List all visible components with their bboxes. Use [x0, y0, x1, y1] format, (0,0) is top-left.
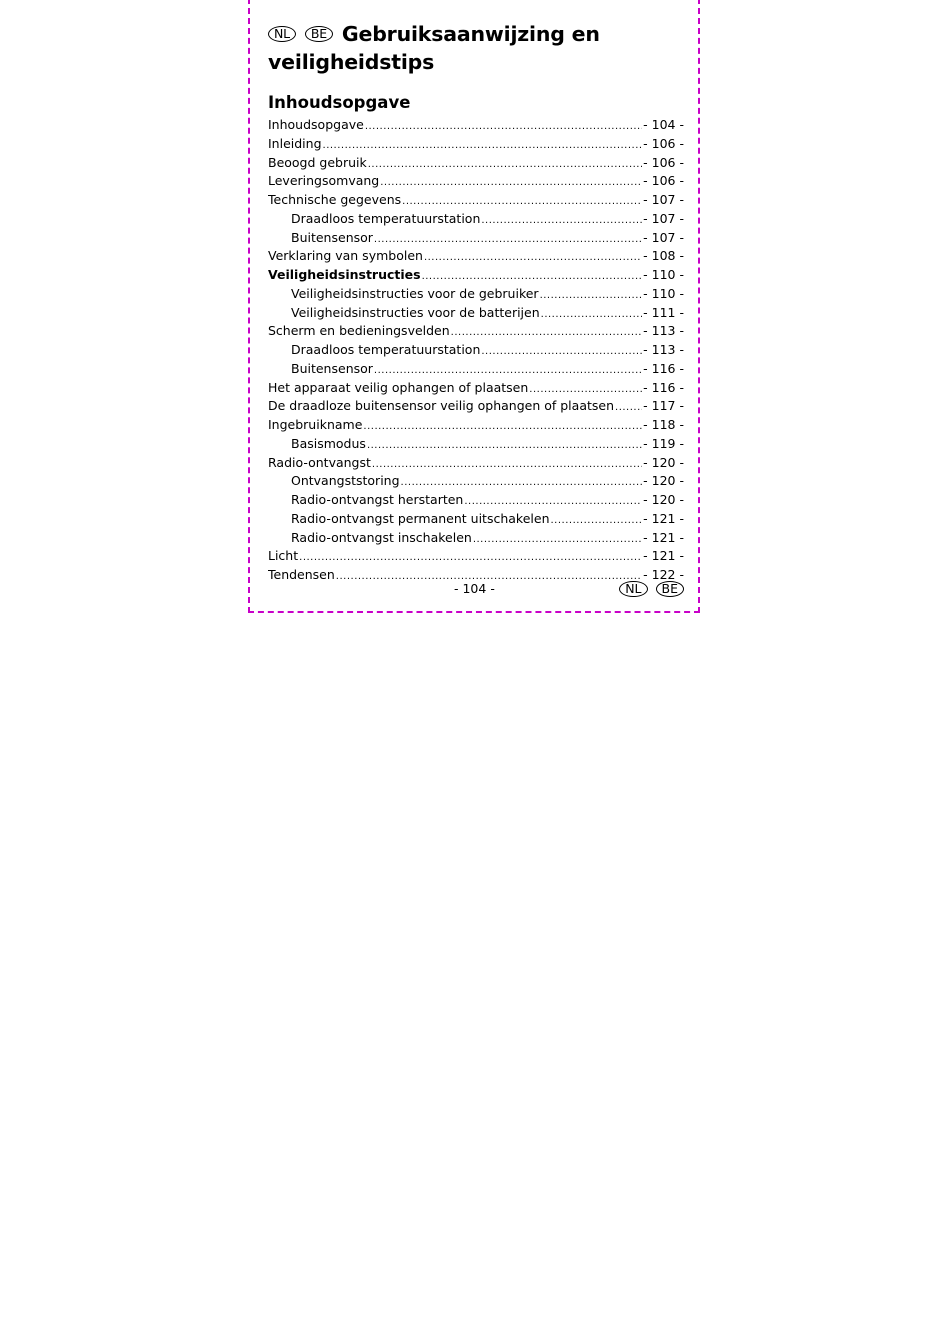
toc-dot-leader — [365, 118, 642, 135]
toc-entry[interactable] — [268, 304, 684, 323]
toc-dot-leader — [551, 512, 643, 529]
toc-entry[interactable] — [268, 529, 684, 548]
toc-dot-leader — [363, 418, 642, 435]
footer-badges — [615, 581, 684, 597]
toc-entry-title: Buitensensor — [291, 229, 373, 245]
toc-entry-page: - 118 - — [643, 417, 684, 432]
toc-dot-leader — [529, 381, 642, 398]
toc-entry-title: De draadloze buitensensor veilig ophangen of plaatsen — [268, 398, 615, 414]
toc-dot-leader — [422, 268, 643, 285]
toc-entry[interactable] — [268, 510, 684, 529]
toc-entry-page: - 107 - — [643, 210, 684, 226]
toc-dot-leader — [540, 287, 643, 304]
toc-entry[interactable] — [268, 435, 684, 454]
document-title — [268, 20, 684, 76]
toc-dot-leader — [401, 474, 643, 491]
toc-entry-title: Radio-ontvangst inschakelen — [291, 529, 472, 545]
toc-entry-title: Veiligheidsinstructies voor de batterijen — [291, 304, 540, 320]
toc-entry-page: - 113 - — [643, 342, 684, 357]
toc-entry-title: Licht — [268, 548, 299, 564]
toc-entry-page: - 110 - — [643, 285, 684, 301]
toc-entry-title: Ontvangststoring — [291, 473, 400, 489]
toc-entry[interactable] — [268, 266, 684, 285]
toc-dot-leader — [481, 212, 642, 229]
toc-entry[interactable] — [268, 247, 684, 266]
toc-dot-leader — [380, 174, 642, 191]
toc-entry-title: Technische gegevens — [268, 192, 402, 207]
toc-entry-page: - 113 - — [643, 323, 684, 339]
footer-badge-be: BE — [656, 581, 684, 597]
page-number: - 104 - — [454, 581, 495, 596]
toc-entry-page: - 121 - — [643, 548, 684, 564]
toc-entry-page: - 116 - — [643, 360, 684, 376]
toc-dot-leader — [615, 399, 642, 416]
toc-entry[interactable] — [268, 229, 684, 248]
toc-entry-title: Basismodus — [291, 435, 366, 451]
toc-entry[interactable] — [268, 360, 684, 379]
toc-entry-page: - 117 - — [643, 398, 684, 414]
toc-entry[interactable] — [268, 172, 684, 191]
toc-entry-title: Radio-ontvangst permanent uitschakelen — [291, 510, 550, 526]
title-text: Gebruiksaanwijzing en veiligheidstips — [268, 22, 600, 74]
toc-dot-leader — [367, 437, 642, 454]
toc-entry-page: - 120 - — [643, 492, 684, 507]
toc-entry-page: - 111 - — [643, 304, 684, 320]
toc-entry-title: Ingebruikname — [268, 417, 363, 432]
language-badge-be: BE — [305, 26, 333, 42]
toc-entry-title: Scherm en bedieningsvelden — [268, 323, 450, 339]
page-footer — [268, 581, 684, 601]
table-of-contents — [268, 116, 684, 585]
toc-dot-leader — [368, 156, 642, 173]
toc-entry-title: Inleiding — [268, 135, 322, 151]
footer-badge-nl: NL — [619, 581, 647, 597]
toc-entry[interactable] — [268, 322, 684, 341]
toc-entry[interactable] — [268, 397, 684, 416]
toc-dot-leader — [424, 249, 642, 266]
toc-entry-page: - 106 - — [643, 154, 684, 170]
toc-dot-leader — [451, 324, 643, 341]
toc-entry-page: - 110 - — [643, 267, 684, 282]
toc-entry[interactable] — [268, 472, 684, 491]
toc-entry-page: - 122 - — [643, 567, 684, 582]
toc-entry-page: - 104 - — [643, 117, 684, 132]
toc-dot-leader — [374, 362, 642, 379]
toc-entry-title: Verklaring van symbolen — [268, 248, 423, 264]
toc-entry-title: Draadloos temperatuurstation — [291, 342, 481, 357]
toc-entry-title: Buitensensor — [291, 360, 373, 376]
toc-entry-title: Inhoudsopgave — [268, 117, 364, 132]
language-badge-nl: NL — [268, 26, 296, 42]
toc-dot-leader — [374, 231, 642, 248]
toc-entry-page: - 107 - — [643, 229, 684, 245]
toc-entry[interactable] — [268, 379, 684, 398]
toc-dot-leader — [402, 193, 642, 210]
toc-entry-page: - 119 - — [643, 435, 684, 451]
toc-entry[interactable] — [268, 210, 684, 229]
page-content — [268, 20, 684, 585]
section-heading: Inhoudsopgave — [268, 93, 411, 112]
page-frame — [248, 0, 700, 613]
toc-dot-leader — [473, 531, 642, 548]
toc-entry-title: Veiligheidsinstructies voor de gebruiker — [291, 285, 539, 301]
toc-entry-page: - 121 - — [643, 529, 684, 545]
toc-entry[interactable] — [268, 341, 684, 360]
toc-entry-page: - 116 - — [643, 379, 684, 395]
toc-entry-title: Draadloos temperatuurstation — [291, 210, 481, 226]
toc-entry[interactable] — [268, 191, 684, 210]
toc-dot-leader — [372, 456, 642, 473]
toc-entry-page: - 120 - — [643, 473, 684, 489]
toc-entry-title: Radio-ontvangst herstarten — [291, 492, 464, 507]
toc-entry-title: Tendensen — [268, 567, 335, 582]
toc-dot-leader — [464, 493, 642, 510]
toc-entry-page: - 107 - — [643, 192, 684, 207]
toc-entry[interactable] — [268, 154, 684, 173]
toc-entry[interactable] — [268, 116, 684, 135]
toc-entry-page: - 108 - — [643, 248, 684, 264]
toc-dot-leader — [299, 549, 642, 566]
toc-entry[interactable] — [268, 547, 684, 566]
toc-dot-leader — [323, 137, 643, 154]
toc-entry-title: Beoogd gebruik — [268, 154, 367, 170]
toc-entry-title: Het apparaat veilig ophangen of plaatsen — [268, 379, 529, 395]
toc-entry-title: Radio-ontvangst — [268, 454, 371, 470]
toc-entry[interactable] — [268, 285, 684, 304]
toc-dot-leader — [481, 343, 642, 360]
toc-entry-page: - 106 - — [643, 173, 684, 189]
toc-entry-page: - 121 - — [643, 510, 684, 526]
toc-entry[interactable] — [268, 416, 684, 435]
toc-dot-leader — [541, 306, 643, 323]
toc-entry[interactable] — [268, 491, 684, 510]
toc-entry-page: - 106 - — [643, 135, 684, 151]
toc-entry-title: Veiligheidsinstructies — [268, 267, 421, 282]
toc-entry[interactable] — [268, 454, 684, 473]
toc-entry[interactable] — [268, 135, 684, 154]
toc-entry-page: - 120 - — [643, 454, 684, 470]
toc-entry-title: Leveringsomvang — [268, 173, 380, 189]
